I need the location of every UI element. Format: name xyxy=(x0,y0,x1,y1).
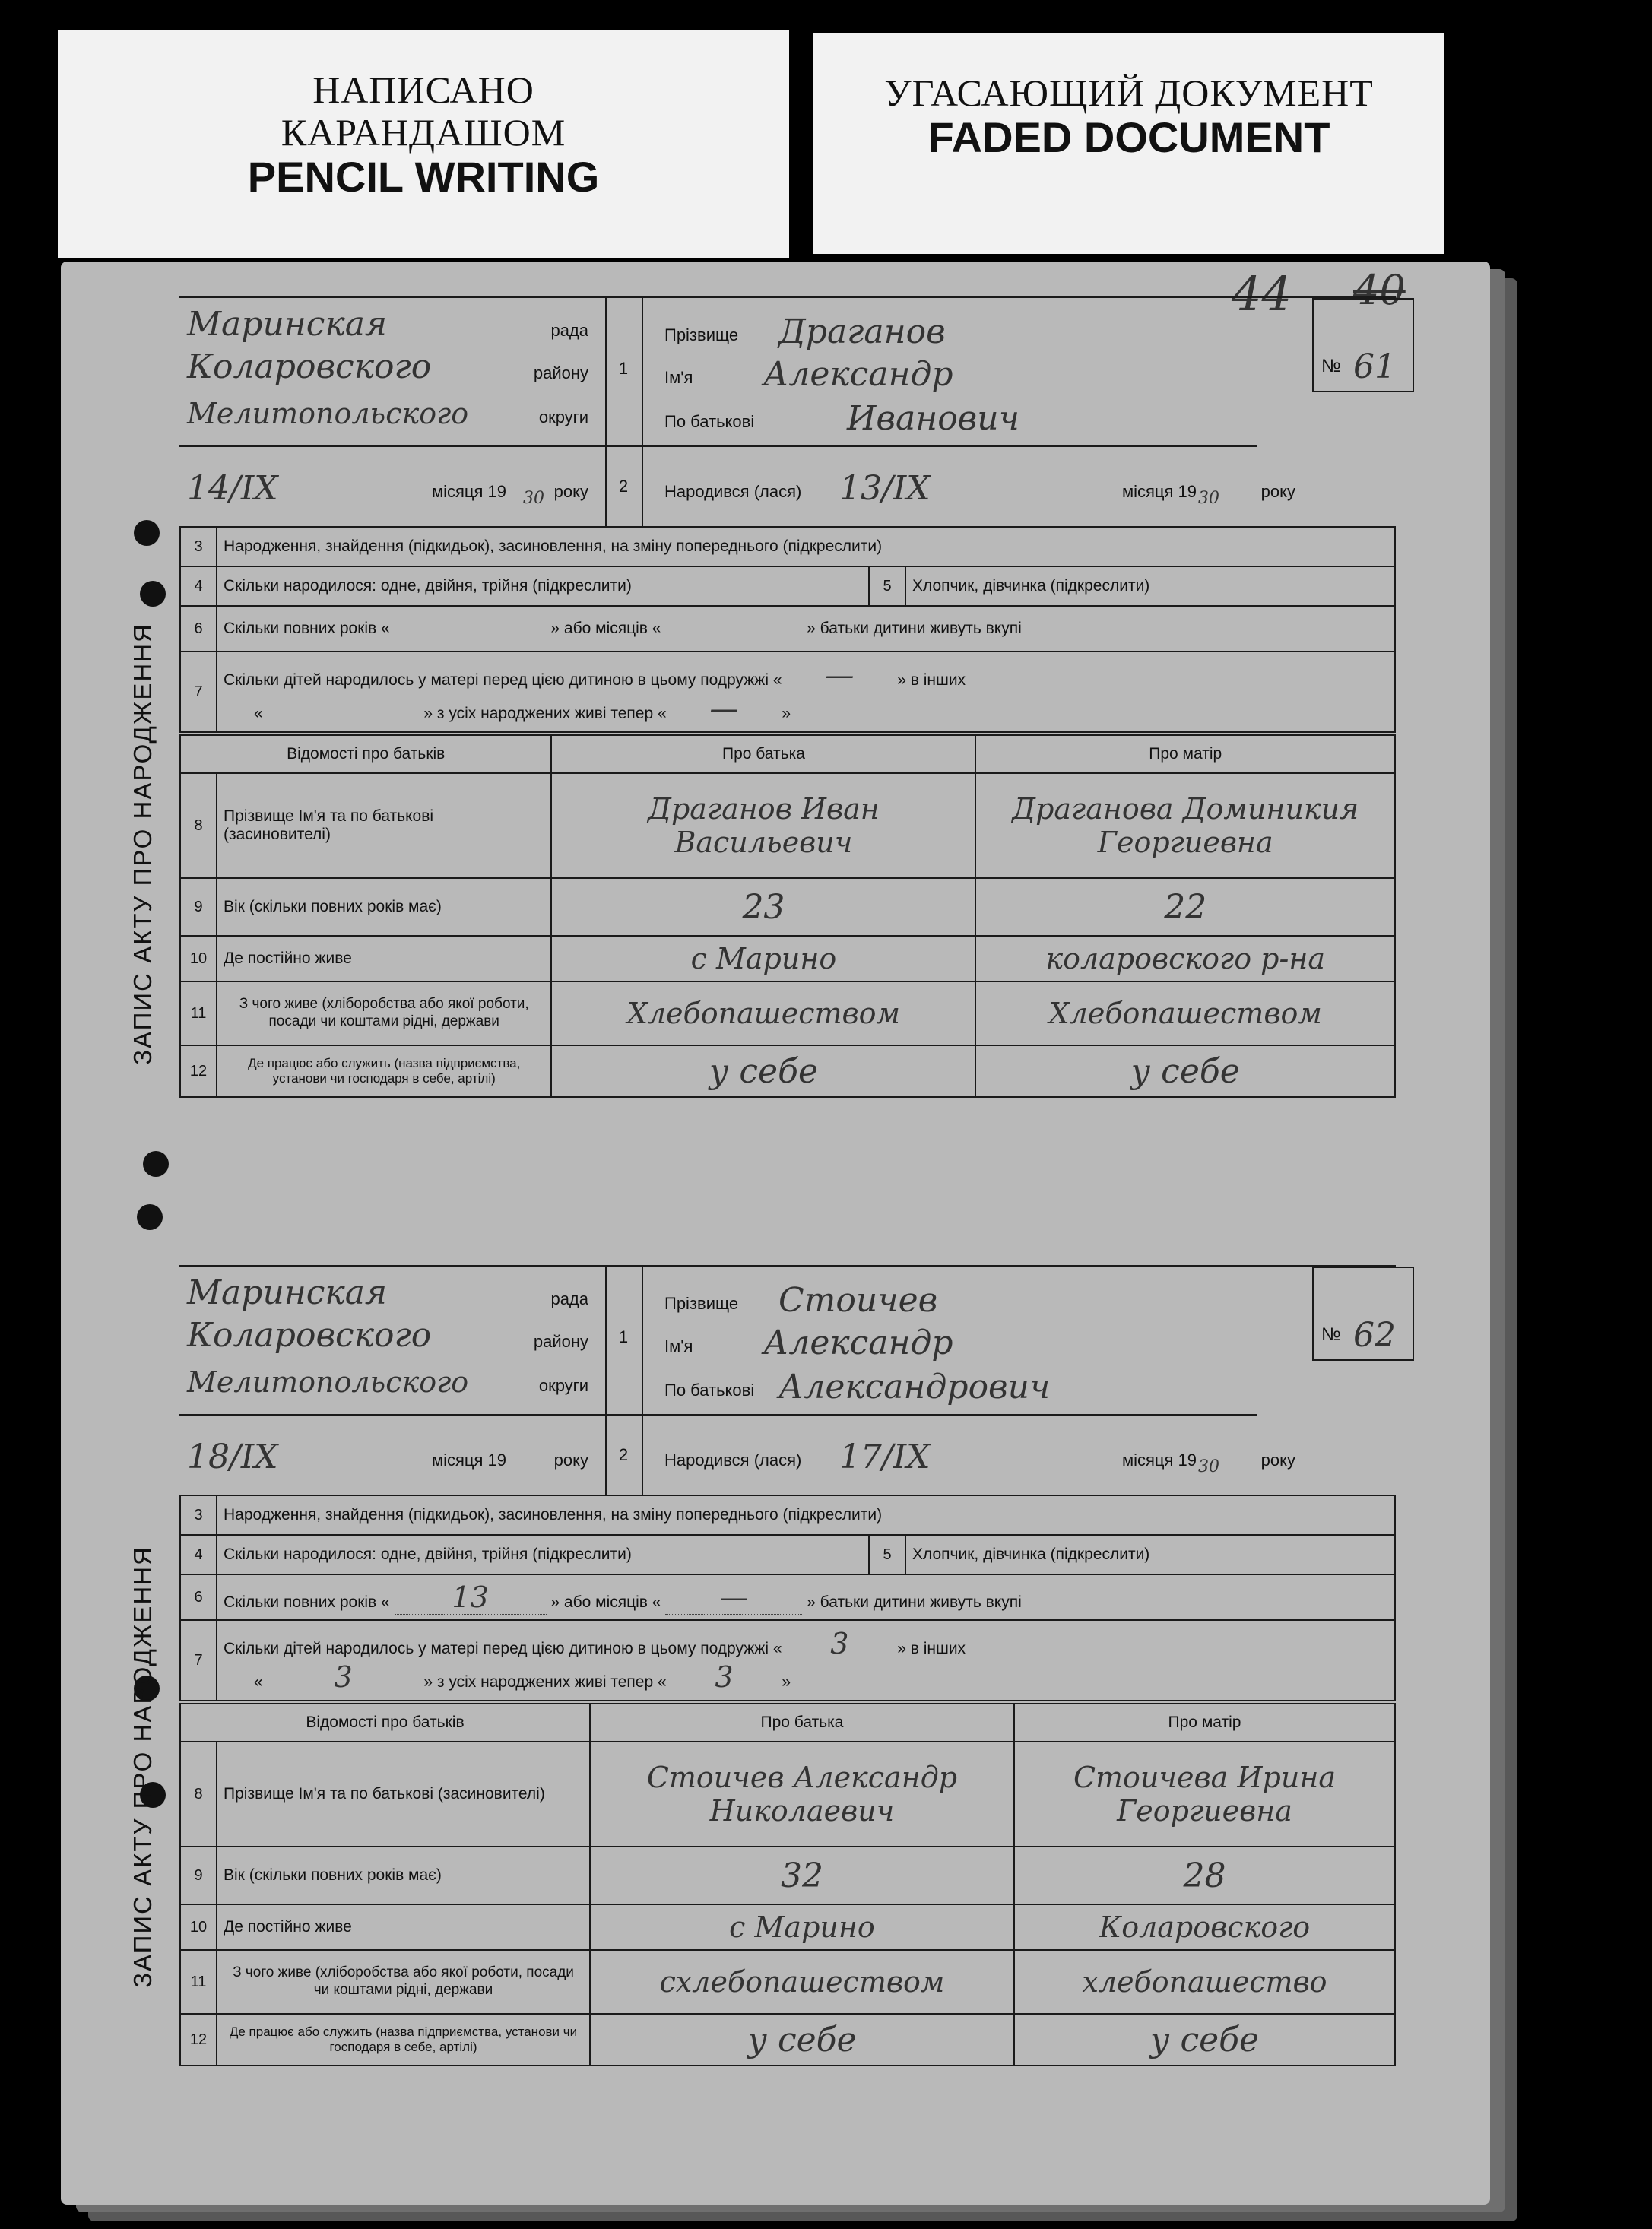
child-info xyxy=(642,298,1295,526)
section-number: 1 xyxy=(618,359,629,378)
row-12-label: Де працює або служить (назва підприємства, установи чи господаря в себе, артілі) xyxy=(217,2014,590,2066)
about-mother-header: Про матір xyxy=(1014,1704,1395,1742)
page-number-crossed: 40 xyxy=(1353,266,1406,314)
parents-table: Відомості про батьків Про батька Про матір 8 Прізвище Ім'я та по батькові (засиновителі) Драганов Иван Васильевич Драганова Доминикия Георгиевна 9 Вік (скільки повних років має) 23 22 10 Де постійно живе с Марино коларовского р-на 11 З чого живе (хліборобства або якої роботи, посади чи коштами рідні, держави Хлебопашеством Хлебопашеством 12 Де працює або служить (назва підприємства, установи чи господаря в себе, артілі) у себе у себе xyxy=(179,734,1396,1098)
father-age: 23 xyxy=(551,878,975,936)
record-number-box xyxy=(1312,1267,1414,1361)
patronymic-label: По батькові xyxy=(664,412,755,431)
month-label: місяця 19 xyxy=(431,1451,506,1470)
name-label: Ім'я xyxy=(664,1336,693,1355)
father-workplace: у себе xyxy=(551,1045,975,1097)
surname-label: Прізвище xyxy=(664,1294,739,1313)
parents-info-header: Відомості про батьків xyxy=(180,1704,590,1742)
record-details: 3 Народження, знайдення (підкидьок), засиновлення, на зміну попереднього (підкреслити) 4 Скільки народилося: одне, двійня, трійня (підкреслити) 5 Хлопчик, дівчинка (підкреслити) 6 Скільки повних років « 13 » або місяців « — » батьки дитини живуть вкупі 7 Скільки дітей народилось у матері перед цією дитиною в цьому подружжі « 3 » в інших « 3 » з усіх народжених живі тепер « 3 » xyxy=(179,1495,1396,1701)
rada-value: Маринская xyxy=(187,305,388,344)
father-livelihood: Хлебопашеством xyxy=(551,981,975,1045)
row-9-label: Вік (скільки повних років має) xyxy=(217,878,551,936)
rada-label: рада xyxy=(550,321,588,340)
father-workplace: у себе xyxy=(590,2014,1014,2066)
faded-label-ua: УГАСАЮЩИЙ ДОКУМЕНТ xyxy=(884,71,1374,114)
mother-livelihood: Хлебопашеством xyxy=(975,981,1395,1045)
record-number: 61 xyxy=(1353,347,1396,386)
pencil-label-ua-1: НАПИСАНО xyxy=(312,68,534,111)
okrug-value: Мелитопольского xyxy=(187,1365,469,1399)
record-number: 62 xyxy=(1353,1316,1396,1355)
name-label: Ім'я xyxy=(664,368,693,387)
born-date: 17/IX xyxy=(839,1438,931,1476)
mother-workplace: у себе xyxy=(975,1045,1395,1097)
row-6: Скільки повних років « 13 » або місяців « — » батьки дитини живуть вкупі xyxy=(217,1574,1395,1620)
father-name: Стоичев Александр Николаевич xyxy=(590,1742,1014,1847)
mother-name: Драганова Доминикия Георгиевна xyxy=(975,773,1395,878)
row-3: Народження, знайдення (підкидьок), засиновлення, на зміну попереднього (підкреслити) xyxy=(217,527,1395,566)
side-title: ЗАПИС АКТУ ПРО НАРОДЖЕННЯ xyxy=(128,1546,157,1988)
row-3: Народження, знайдення (підкидьок), засиновлення, на зміну попереднього (підкреслити) xyxy=(217,1495,1395,1535)
page-number: 44 xyxy=(1232,266,1292,322)
row-7: Скільки дітей народилось у матері перед цією дитиною в цьому подружжі « 3 » в інших « 3 » з усіх народжених живі тепер « 3 » xyxy=(217,1620,1395,1701)
record-header xyxy=(179,1265,1396,1496)
father-name: Драганов Иван Васильевич xyxy=(551,773,975,878)
born-date: 13/IX xyxy=(839,469,931,508)
child-surname: Драганов xyxy=(778,312,946,351)
born-month-label: місяця 19 xyxy=(1121,1451,1197,1470)
row-12-label: Де працює або служить (назва підприємства, установи чи господаря в себе, артілі) xyxy=(217,1045,551,1097)
mother-residence: Коларовского xyxy=(1014,1904,1395,1950)
child-surname: Стоичев xyxy=(778,1281,938,1320)
okrug-label: округи xyxy=(538,407,588,426)
parents-info-header: Відомості про батьків xyxy=(180,735,551,773)
mother-workplace: у себе xyxy=(1014,2014,1395,2066)
faded-document-label xyxy=(813,33,1444,254)
row-4: Скільки народилося: одне, двійня, трійня (підкреслити) xyxy=(217,1535,869,1574)
row-7: Скільки дітей народилось у матері перед цією дитиною в цьому подружжі « — » в інших « » з усіх народжених живі тепер « — » xyxy=(217,652,1395,732)
pencil-writing-label xyxy=(58,30,789,258)
faded-label-en: FADED DOCUMENT xyxy=(927,113,1330,161)
section-number: 2 xyxy=(618,1445,629,1464)
row-6: Скільки повних років « » або місяців « » батьки дитини живуть вкупі xyxy=(217,606,1395,652)
birth-record-61 xyxy=(128,296,1463,1091)
birth-record-62 xyxy=(128,1265,1463,2059)
row-8-label: Прізвище Ім'я та по батькові (засиновителі) xyxy=(217,773,551,878)
rayon-value: Коларовского xyxy=(187,347,432,386)
record-date: 18/IX xyxy=(187,1438,278,1476)
child-name: Александр xyxy=(763,1324,953,1362)
mother-livelihood: хлебопашество xyxy=(1014,1950,1395,2014)
born-year-label: року xyxy=(1260,482,1295,501)
side-title: ЗАПИС АКТУ ПРО НАРОДЖЕННЯ xyxy=(128,623,157,1065)
section-number: 1 xyxy=(618,1327,629,1346)
born-label: Народився (лася) xyxy=(664,482,802,501)
number-label: № xyxy=(1321,356,1341,376)
born-month-label: місяця 19 xyxy=(1121,482,1197,501)
month-label: місяця 19 xyxy=(431,482,506,501)
number-label: № xyxy=(1321,1324,1341,1345)
pencil-label-en: PENCIL WRITING xyxy=(247,153,600,201)
row-8-label: Прізвище Ім'я та по батькові (засиновителі) xyxy=(217,1742,590,1847)
mother-residence: коларовского р-на xyxy=(975,936,1395,981)
row-5: Хлопчик, дівчинка (підкреслити) xyxy=(905,1535,1395,1574)
born-label: Народився (лася) xyxy=(664,1451,802,1470)
okrug-value: Мелитопольского xyxy=(187,397,469,430)
father-residence: с Марино xyxy=(590,1904,1014,1950)
year-label: року xyxy=(553,482,588,501)
mother-age: 28 xyxy=(1014,1847,1395,1904)
section-number: 2 xyxy=(618,477,629,496)
child-patronymic: Александрович xyxy=(778,1368,1051,1406)
rada-label: рада xyxy=(550,1289,588,1308)
rayon-label: району xyxy=(533,1332,588,1351)
pencil-label-ua-2: КАРАНДАШОМ xyxy=(281,111,566,154)
okrug-label: округи xyxy=(538,1376,588,1395)
row-4: Скільки народилося: одне, двійня, трійня (підкреслити) xyxy=(217,566,869,606)
rayon-value: Коларовского xyxy=(187,1316,432,1355)
row-10-label: Де постійно живе xyxy=(217,936,551,981)
registry-location xyxy=(179,298,607,526)
born-year: 30 xyxy=(1198,1457,1219,1476)
father-age: 32 xyxy=(590,1847,1014,1904)
record-details: 3 Народження, знайдення (підкидьок), засиновлення, на зміну попереднього (підкреслити) 4 Скільки народилося: одне, двійня, трійня (підкреслити) 5 Хлопчик, дівчинка (підкреслити) 6 Скільки повних років « » або місяців « » батьки дитини живуть вкупі 7 Скільки дітей народилось у матері перед цією дитиною в цьому подружжі « — » в інших « » з усіх народжених живі тепер « — » xyxy=(179,526,1396,733)
father-residence: с Марино xyxy=(551,936,975,981)
rada-value: Маринская xyxy=(187,1273,388,1312)
about-mother-header: Про матір xyxy=(975,735,1395,773)
record-header xyxy=(179,296,1396,528)
year-label: року xyxy=(553,1451,588,1470)
row-9-label: Вік (скільки повних років має) xyxy=(217,1847,590,1904)
record-number-box xyxy=(1312,298,1414,392)
row-11-label: З чого живе (хліборобства або якої роботи, посади чи коштами рідні, держави xyxy=(217,981,551,1045)
patronymic-label: По батькові xyxy=(664,1381,755,1400)
child-info xyxy=(642,1267,1295,1495)
record-year: 30 xyxy=(523,489,544,508)
parents-table: Відомості про батьків Про батька Про матір 8 Прізвище Ім'я та по батькові (засиновителі) Стоичев Александр Николаевич Стоичева Ирина Георгиевна 9 Вік (скільки повних років має) 32 28 10 Де постійно живе с Марино Коларовского 11 З чого живе (хліборобства або якої роботи, посади чи коштами рідні, держави схлебопашеством хлебопашество 12 Де працює або служить (назва підприємства, установи чи господаря в себе, артілі) у себе у себе xyxy=(179,1703,1396,2066)
about-father-header: Про батька xyxy=(590,1704,1014,1742)
registry-location xyxy=(179,1267,607,1495)
row-5: Хлопчик, дівчинка (підкреслити) xyxy=(905,566,1395,606)
born-year-label: року xyxy=(1260,1451,1295,1470)
born-year: 30 xyxy=(1198,489,1219,508)
mother-name: Стоичева Ирина Георгиевна xyxy=(1014,1742,1395,1847)
father-livelihood: схлебопашеством xyxy=(590,1950,1014,2014)
about-father-header: Про батька xyxy=(551,735,975,773)
mother-age: 22 xyxy=(975,878,1395,936)
record-date: 14/IX xyxy=(187,469,278,508)
child-name: Александр xyxy=(763,355,953,394)
row-11-label: З чого живе (хліборобства або якої роботи, посади чи коштами рідні, держави xyxy=(217,1950,590,2014)
child-patronymic: Иванович xyxy=(847,399,1020,438)
row-10-label: Де постійно живе xyxy=(217,1904,590,1950)
rayon-label: району xyxy=(533,363,588,382)
surname-label: Прізвище xyxy=(664,325,739,344)
